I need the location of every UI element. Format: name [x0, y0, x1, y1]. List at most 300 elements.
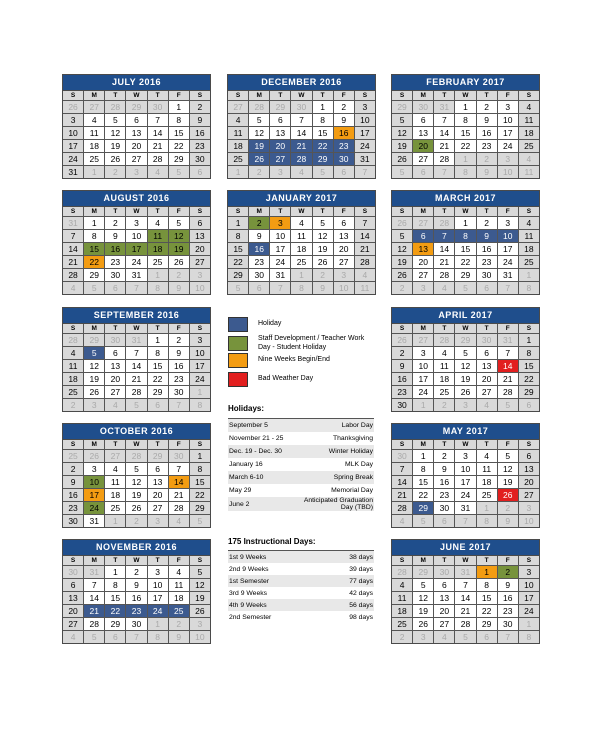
legend-label: Holiday: [258, 320, 282, 328]
weekday-header: T: [477, 91, 497, 100]
day-cell: 25: [434, 386, 454, 398]
day-cell: 15: [84, 243, 104, 255]
day-cell: 29: [413, 566, 433, 578]
day-cell: 14: [434, 127, 454, 139]
holiday-date: March 6-10: [229, 474, 264, 481]
day-cell: 3: [498, 153, 518, 165]
day-cell: 3: [355, 101, 375, 113]
weekday-header: W: [455, 440, 475, 449]
day-cell: 17: [498, 243, 518, 255]
day-cell: 14: [148, 127, 168, 139]
day-cell: 3: [190, 334, 210, 346]
day-cell: 2: [126, 566, 146, 578]
day-cell: 20: [413, 256, 433, 268]
day-cell: 29: [148, 386, 168, 398]
day-cell: 23: [434, 489, 454, 501]
weekday-header: T: [477, 440, 497, 449]
day-cell: 4: [228, 114, 248, 126]
weekday-header: M: [413, 207, 433, 216]
day-cell: 22: [228, 256, 248, 268]
day-cell: 26: [498, 489, 518, 501]
day-cell: 20: [105, 373, 125, 385]
weekday-header: T: [477, 324, 497, 333]
day-cell: 1: [455, 153, 475, 165]
day-cell: 12: [169, 230, 189, 242]
day-cell: 30: [190, 153, 210, 165]
day-cell: 5: [228, 282, 248, 294]
day-cell: 10: [413, 360, 433, 372]
day-cell: 28: [84, 618, 104, 630]
day-cell: 8: [190, 463, 210, 475]
day-cell: 30: [434, 502, 454, 514]
day-cell: 5: [455, 347, 475, 359]
day-cell: 2: [477, 217, 497, 229]
day-cell: 23: [392, 386, 412, 398]
day-cell: 21: [434, 140, 454, 152]
day-cell: 1: [455, 217, 475, 229]
day-cell: 7: [455, 579, 475, 591]
month-days-grid: [63, 440, 210, 527]
day-cell: 9: [477, 230, 497, 242]
day-cell: 27: [126, 153, 146, 165]
day-cell: 11: [477, 463, 497, 475]
day-cell: 11: [148, 230, 168, 242]
day-cell: 31: [126, 334, 146, 346]
day-cell: 1: [105, 515, 125, 527]
weekday-header: S: [519, 556, 539, 565]
day-cell: 1: [228, 166, 248, 178]
day-cell: 5: [498, 450, 518, 462]
day-cell: 8: [413, 463, 433, 475]
weekday-header: S: [63, 440, 83, 449]
day-cell: 7: [126, 347, 146, 359]
day-cell: 11: [519, 114, 539, 126]
day-cell: 27: [270, 153, 290, 165]
weekday-header: T: [313, 207, 333, 216]
day-cell: 19: [392, 140, 412, 152]
day-cell: 4: [63, 631, 83, 643]
period-name: 2nd 9 Weeks: [229, 565, 269, 573]
month-calendar: [62, 423, 211, 528]
day-cell: 8: [519, 282, 539, 294]
day-cell: 6: [477, 347, 497, 359]
day-cell: 25: [477, 489, 497, 501]
day-cell: 17: [498, 127, 518, 139]
weekday-header: F: [169, 556, 189, 565]
day-cell: 1: [228, 217, 248, 229]
day-cell: 6: [413, 166, 433, 178]
day-cell: 16: [477, 243, 497, 255]
day-cell: 16: [392, 373, 412, 385]
day-cell: 1: [148, 618, 168, 630]
day-cell: 22: [190, 489, 210, 501]
day-cell: 5: [190, 515, 210, 527]
holiday-name: MLK Day: [345, 461, 373, 468]
day-cell: 12: [126, 476, 146, 488]
day-cell: 3: [63, 114, 83, 126]
weekday-header: S: [392, 207, 412, 216]
day-cell: 1: [169, 101, 189, 113]
weekday-header: W: [126, 556, 146, 565]
day-cell: 2: [434, 399, 454, 411]
day-cell: 21: [148, 140, 168, 152]
day-cell: 29: [84, 269, 104, 281]
weekday-header: F: [498, 207, 518, 216]
day-cell: 24: [148, 605, 168, 617]
day-cell: 7: [291, 114, 311, 126]
legend-swatch: [228, 336, 248, 351]
day-cell: 3: [413, 282, 433, 294]
day-cell: 17: [355, 127, 375, 139]
day-cell: 10: [148, 579, 168, 591]
day-cell: 10: [498, 166, 518, 178]
day-cell: 28: [392, 502, 412, 514]
month-calendar: [62, 539, 211, 644]
day-cell: 31: [434, 101, 454, 113]
day-cell: 4: [519, 217, 539, 229]
day-cell: 4: [169, 515, 189, 527]
holiday-row: [228, 419, 374, 432]
day-cell: 24: [63, 153, 83, 165]
day-cell: 8: [148, 631, 168, 643]
day-cell: 25: [148, 256, 168, 268]
period-days: 39 days: [349, 565, 373, 573]
day-cell: 13: [334, 230, 354, 242]
day-cell: 5: [455, 631, 475, 643]
day-cell: 28: [434, 153, 454, 165]
day-cell: 2: [392, 282, 412, 294]
day-cell: 20: [126, 140, 146, 152]
day-cell: 23: [126, 605, 146, 617]
month-title: JUNE 2017: [392, 540, 539, 556]
day-cell: 30: [477, 269, 497, 281]
day-cell: 11: [169, 579, 189, 591]
day-cell: 15: [105, 592, 125, 604]
day-cell: 1: [84, 217, 104, 229]
month-days-grid: [228, 207, 375, 294]
day-cell: 9: [392, 360, 412, 372]
day-cell: 2: [249, 217, 269, 229]
day-cell: 6: [105, 631, 125, 643]
month-days-grid: [392, 207, 539, 294]
instructional-row: [228, 551, 374, 563]
day-cell: 10: [270, 230, 290, 242]
day-cell: 1: [519, 334, 539, 346]
day-cell: 22: [105, 605, 125, 617]
day-cell: 26: [413, 618, 433, 630]
weekday-header: M: [84, 324, 104, 333]
day-cell: 25: [63, 450, 83, 462]
day-cell: 9: [498, 579, 518, 591]
day-cell: 2: [249, 166, 269, 178]
day-cell: 15: [413, 476, 433, 488]
day-cell: 28: [434, 269, 454, 281]
month-days-grid: [63, 324, 210, 411]
day-cell: 27: [413, 217, 433, 229]
day-cell: 8: [313, 114, 333, 126]
weekday-header: T: [148, 324, 168, 333]
day-cell: 10: [126, 230, 146, 242]
day-cell: 31: [126, 269, 146, 281]
day-cell: 5: [392, 166, 412, 178]
month-calendar: [227, 190, 376, 295]
day-cell: 3: [126, 166, 146, 178]
month-calendar: [62, 307, 211, 412]
day-cell: 2: [334, 101, 354, 113]
weekday-header: S: [190, 556, 210, 565]
day-cell: 2: [477, 101, 497, 113]
weekday-header: S: [392, 440, 412, 449]
day-cell: 3: [190, 269, 210, 281]
weekday-header: T: [148, 556, 168, 565]
day-cell: 4: [63, 347, 83, 359]
day-cell: 15: [169, 127, 189, 139]
day-cell: 18: [519, 243, 539, 255]
day-cell: 26: [392, 153, 412, 165]
day-cell: 11: [392, 592, 412, 604]
day-cell: 11: [291, 230, 311, 242]
weekday-header: M: [413, 91, 433, 100]
day-cell: 11: [519, 230, 539, 242]
day-cell: 8: [477, 579, 497, 591]
day-cell: 5: [126, 399, 146, 411]
holiday-date: September 5: [229, 422, 268, 429]
day-cell: 29: [228, 269, 248, 281]
day-cell: 31: [63, 166, 83, 178]
weekday-header: M: [84, 207, 104, 216]
weekday-header: S: [519, 91, 539, 100]
day-cell: 30: [334, 153, 354, 165]
day-cell: 2: [392, 631, 412, 643]
day-cell: 14: [291, 127, 311, 139]
weekday-header: T: [477, 207, 497, 216]
instructional-row: [228, 611, 374, 623]
month-days-grid: [392, 91, 539, 178]
day-cell: 8: [455, 230, 475, 242]
day-cell: 27: [334, 256, 354, 268]
month-title: JULY 2016: [63, 75, 210, 91]
day-cell: 24: [455, 489, 475, 501]
day-cell: 25: [519, 140, 539, 152]
day-cell: 20: [148, 489, 168, 501]
weekday-header: S: [63, 91, 83, 100]
day-cell: 2: [498, 566, 518, 578]
weekday-header: W: [455, 556, 475, 565]
day-cell: 5: [169, 217, 189, 229]
day-cell: 8: [190, 399, 210, 411]
day-cell: 7: [434, 114, 454, 126]
day-cell: 18: [291, 243, 311, 255]
day-cell: 26: [84, 450, 104, 462]
weekday-header: S: [519, 324, 539, 333]
weekday-header: S: [519, 207, 539, 216]
day-cell: 9: [126, 579, 146, 591]
day-cell: 28: [498, 386, 518, 398]
instructional-days-title: 175 Instructional Days:: [228, 537, 316, 546]
day-cell: 9: [249, 230, 269, 242]
day-cell: 15: [148, 360, 168, 372]
day-cell: 1: [455, 101, 475, 113]
day-cell: 6: [148, 463, 168, 475]
day-cell: 28: [291, 153, 311, 165]
day-cell: 30: [148, 101, 168, 113]
day-cell: 2: [434, 450, 454, 462]
month-calendar: [391, 74, 540, 179]
weekday-header: T: [105, 440, 125, 449]
day-cell: 29: [105, 618, 125, 630]
day-cell: 16: [190, 127, 210, 139]
weekday-header: W: [291, 207, 311, 216]
day-cell: 21: [392, 489, 412, 501]
day-cell: 4: [477, 450, 497, 462]
period-days: 38 days: [349, 553, 373, 561]
day-cell: 5: [190, 566, 210, 578]
holiday-name: Memorial Day: [331, 487, 373, 494]
day-cell: 2: [105, 166, 125, 178]
day-cell: 10: [190, 631, 210, 643]
day-cell: 14: [434, 243, 454, 255]
day-cell: 6: [519, 450, 539, 462]
day-cell: 9: [313, 282, 333, 294]
weekday-header: S: [63, 207, 83, 216]
month-title: APRIL 2017: [392, 308, 539, 324]
day-cell: 28: [434, 217, 454, 229]
day-cell: 18: [63, 373, 83, 385]
holiday-date: November 21 - 25: [229, 435, 284, 442]
day-cell: 9: [190, 114, 210, 126]
month-title: MARCH 2017: [392, 191, 539, 207]
day-cell: 24: [413, 386, 433, 398]
day-cell: 26: [249, 153, 269, 165]
day-cell: 20: [519, 476, 539, 488]
month-calendar: [391, 539, 540, 644]
day-cell: 15: [313, 127, 333, 139]
day-cell: 25: [105, 502, 125, 514]
month-title: AUGUST 2016: [63, 191, 210, 207]
day-cell: 28: [63, 269, 83, 281]
day-cell: 4: [291, 217, 311, 229]
day-cell: 25: [519, 256, 539, 268]
day-cell: 17: [455, 476, 475, 488]
holiday-name: Anticipated Graduation Day (TBD): [303, 497, 373, 511]
day-cell: 26: [392, 269, 412, 281]
day-cell: 18: [392, 605, 412, 617]
day-cell: 18: [148, 243, 168, 255]
legend-swatch: [228, 353, 248, 368]
day-cell: 2: [126, 515, 146, 527]
day-cell: 19: [498, 476, 518, 488]
day-cell: 7: [63, 230, 83, 242]
day-cell: 18: [105, 489, 125, 501]
day-cell: 28: [455, 618, 475, 630]
day-cell: 17: [84, 489, 104, 501]
day-cell: 15: [455, 127, 475, 139]
month-days-grid: [63, 91, 210, 178]
instructional-row: [228, 563, 374, 575]
weekday-header: T: [434, 324, 454, 333]
day-cell: 29: [313, 153, 333, 165]
holiday-row: [228, 458, 374, 471]
day-cell: 13: [434, 592, 454, 604]
day-cell: 4: [105, 463, 125, 475]
weekday-header: F: [169, 324, 189, 333]
day-cell: 14: [84, 592, 104, 604]
weekday-header: W: [455, 207, 475, 216]
day-cell: 10: [334, 282, 354, 294]
day-cell: 12: [190, 579, 210, 591]
day-cell: 18: [519, 127, 539, 139]
day-cell: 9: [334, 114, 354, 126]
day-cell: 18: [84, 140, 104, 152]
day-cell: 30: [63, 515, 83, 527]
month-calendar: [227, 74, 376, 179]
day-cell: 27: [413, 153, 433, 165]
day-cell: 5: [313, 217, 333, 229]
day-cell: 30: [249, 269, 269, 281]
day-cell: 22: [313, 140, 333, 152]
day-cell: 3: [498, 101, 518, 113]
day-cell: 24: [84, 502, 104, 514]
day-cell: 1: [313, 101, 333, 113]
weekday-header: W: [291, 91, 311, 100]
day-cell: 14: [392, 476, 412, 488]
day-cell: 6: [270, 114, 290, 126]
day-cell: 1: [190, 450, 210, 462]
day-cell: 12: [84, 360, 104, 372]
day-cell: 3: [413, 347, 433, 359]
day-cell: 13: [413, 243, 433, 255]
day-cell: 5: [84, 631, 104, 643]
day-cell: 2: [190, 101, 210, 113]
day-cell: 12: [498, 463, 518, 475]
weekday-header: M: [249, 91, 269, 100]
day-cell: 25: [228, 153, 248, 165]
day-cell: 7: [498, 631, 518, 643]
weekday-header: W: [455, 324, 475, 333]
day-cell: 20: [63, 605, 83, 617]
month-title: OCTOBER 2016: [63, 424, 210, 440]
period-name: 3rd 9 Weeks: [229, 589, 268, 597]
instructional-days-list: [228, 550, 374, 623]
day-cell: 8: [519, 631, 539, 643]
day-cell: 26: [63, 101, 83, 113]
day-cell: 14: [126, 360, 146, 372]
day-cell: 16: [498, 592, 518, 604]
day-cell: 26: [169, 256, 189, 268]
day-cell: 28: [126, 450, 146, 462]
day-cell: 31: [84, 515, 104, 527]
day-cell: 21: [291, 140, 311, 152]
day-cell: 8: [455, 114, 475, 126]
day-cell: 6: [126, 114, 146, 126]
day-cell: 5: [169, 166, 189, 178]
day-cell: 6: [434, 579, 454, 591]
day-cell: 10: [498, 114, 518, 126]
day-cell: 17: [63, 140, 83, 152]
day-cell: 19: [455, 373, 475, 385]
day-cell: 6: [190, 217, 210, 229]
day-cell: 10: [519, 579, 539, 591]
holiday-name: Labor Day: [341, 422, 373, 429]
day-cell: 19: [392, 256, 412, 268]
month-calendar: [391, 307, 540, 412]
day-cell: 2: [105, 217, 125, 229]
holidays-title: Holidays:: [228, 404, 265, 413]
day-cell: 22: [148, 373, 168, 385]
holiday-name: Thanksgiving: [332, 435, 373, 442]
day-cell: 27: [105, 386, 125, 398]
day-cell: 10: [63, 127, 83, 139]
